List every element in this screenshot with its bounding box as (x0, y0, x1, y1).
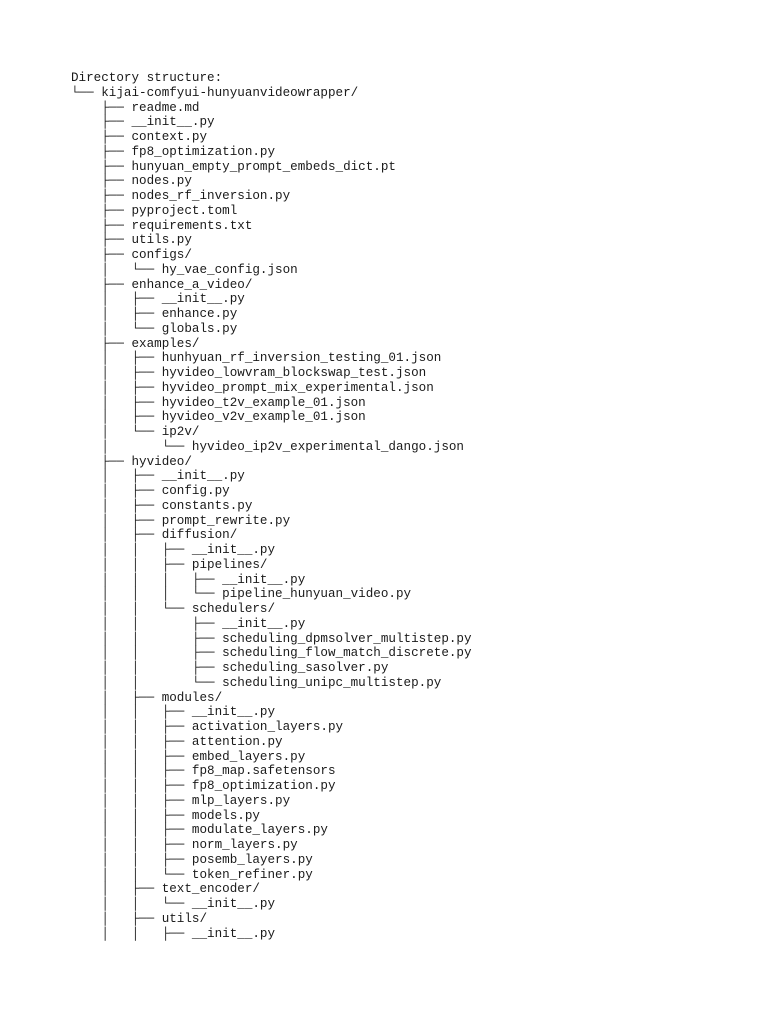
tree-entry: │ ├── __init__.py (71, 292, 245, 307)
tree-entry: │ │ ├── scheduling_flow_match_discrete.py (71, 646, 472, 661)
tree-entry: ├── context.py (71, 130, 208, 144)
tree-entry: ├── requirements.txt (71, 218, 253, 233)
tree-entry: │ │ ├── __init__.py (71, 926, 276, 941)
tree-entry: │ ├── prompt_rewrite.py (71, 513, 291, 528)
tree-entry: │ ├── text_encoder/ (71, 882, 260, 897)
tree-lines (71, 86, 751, 942)
tree-entry: ├── nodes.py (71, 174, 192, 189)
tree-entry: ├── utils.py (71, 233, 192, 248)
tree-entry: │ │ │ ├── __init__.py (71, 572, 306, 587)
tree-entry: ├── enhance_a_video/ (71, 277, 253, 292)
tree-entry: │ │ ├── __init__.py (71, 705, 276, 720)
tree-entry: │ │ ├── activation_layers.py (71, 720, 344, 734)
tree-entry: │ │ ├── modulate_layers.py (71, 823, 328, 838)
tree-entry: ├── __init__.py (71, 115, 215, 130)
tree-entry: └── kijai-comfyui-hunyuanvideowrapper/ (71, 85, 359, 100)
tree-entry: │ ├── utils/ (71, 911, 208, 926)
tree-entry: │ ├── enhance.py (71, 307, 238, 321)
tree-entry: ├── nodes_rf_inversion.py (71, 189, 291, 203)
tree-entry: │ │ ├── embed_layers.py (71, 749, 306, 764)
tree-entry: │ │ ├── mlp_layers.py (71, 793, 291, 808)
tree-entry: │ │ ├── scheduling_dpmsolver_multistep.py (71, 631, 472, 646)
tree-entry: │ └── hy_vae_config.json (71, 262, 298, 277)
tree-entry: │ │ ├── posemb_layers.py (71, 852, 313, 867)
tree-entry: │ ├── config.py (71, 484, 230, 498)
tree-entry: ├── readme.md (71, 100, 200, 115)
tree-entry: │ └── globals.py (71, 321, 238, 336)
tree-entry: │ ├── __init__.py (71, 469, 245, 484)
tree-entry: │ ├── hyvideo_lowvram_blockswap_test.json (71, 366, 427, 380)
tree-entry: ├── configs/ (71, 248, 192, 262)
tree-entry: │ │ └── token_refiner.py (71, 867, 313, 882)
tree-entry: │ ├── hyvideo_t2v_example_01.json (71, 395, 366, 410)
directory-tree (71, 71, 751, 941)
tree-entry: │ ├── hyvideo_v2v_example_01.json (71, 410, 366, 425)
tree-entry: │ │ ├── fp8_optimization.py (71, 779, 336, 793)
document-page (71, 71, 751, 941)
tree-entry: │ │ ├── scheduling_sasolver.py (71, 661, 389, 675)
tree-entry: ├── fp8_optimization.py (71, 144, 276, 159)
tree-entry: │ │ │ └── pipeline_hunyuan_video.py (71, 587, 412, 602)
tree-entry: ├── hunyuan_empty_prompt_embeds_dict.pt (71, 159, 396, 174)
tree-entry: │ └── ip2v/ (71, 425, 200, 439)
tree-entry: │ ├── modules/ (71, 690, 223, 705)
tree-entry: │ │ ├── __init__.py (71, 616, 306, 631)
tree-entry: │ │ └── __init__.py (71, 897, 276, 911)
tree-entry: │ └── hyvideo_ip2v_experimental_dango.json (71, 439, 464, 454)
tree-entry: │ │ └── scheduling_unipc_multistep.py (71, 675, 442, 690)
tree-entry: │ │ └── schedulers/ (71, 602, 276, 616)
tree-entry: │ │ ├── fp8_map.safetensors (71, 764, 336, 779)
tree-entry: │ ├── constants.py (71, 498, 253, 513)
tree-entry: │ ├── diffusion/ (71, 528, 238, 543)
tree-entry: │ │ ├── attention.py (71, 734, 283, 749)
tree-entry: ├── hyvideo/ (71, 454, 192, 469)
tree-entry: │ ├── hunhyuan_rf_inversion_testing_01.json (71, 351, 442, 366)
tree-entry: ├── examples/ (71, 336, 200, 351)
tree-entry: │ │ ├── pipelines/ (71, 557, 268, 572)
tree-entry: │ │ ├── __init__.py (71, 543, 276, 557)
tree-entry: │ │ ├── models.py (71, 808, 260, 823)
tree-entry: ├── pyproject.toml (71, 203, 238, 218)
tree-heading: Directory structure: (71, 71, 223, 85)
tree-entry: │ │ ├── norm_layers.py (71, 838, 298, 852)
tree-entry: │ ├── hyvideo_prompt_mix_experimental.json (71, 380, 434, 395)
